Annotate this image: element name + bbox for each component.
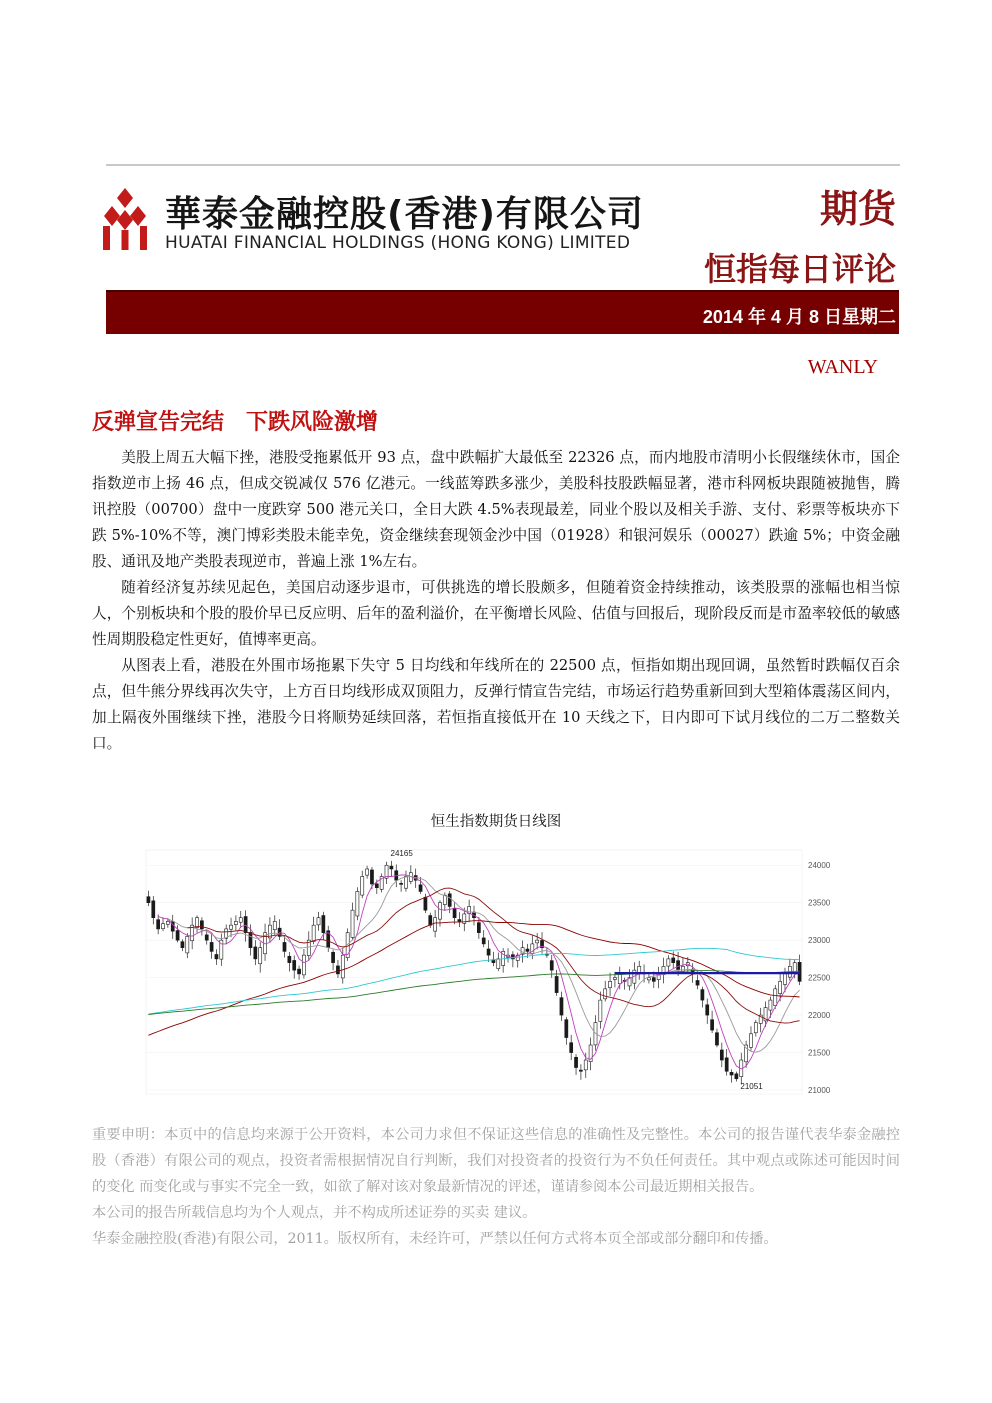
chart-candle-up [754,1023,757,1033]
chart-candle-up [186,936,189,953]
chart-candle-down [336,966,339,974]
chart-candle-down [715,1033,718,1045]
chart-candle-down [652,978,655,982]
chart-candle-down [298,969,301,974]
chart-candle-down [555,976,558,992]
hsi-daily-candlestick-chart [140,848,840,1098]
chart-annotation-label: 21051 [740,1082,763,1092]
chart-candle-down [424,897,427,910]
chart-candle-up [356,891,359,916]
chart-y-tick-label: 21000 [808,1086,831,1095]
chart-candle-up [161,924,164,929]
chart-candle-down [560,998,563,1015]
chart-candle-down [696,980,699,985]
chart-candle-up [584,1060,587,1070]
chart-candle-up [273,921,276,929]
chart-candle-down [565,1020,568,1038]
chart-candle-up [638,966,641,972]
chart-candle-down [147,897,150,903]
chart-candle-up [667,959,670,966]
chart-candle-down [672,958,675,963]
chart-candle-down [254,947,257,959]
article-paragraph: 随着经济复苏续见起色，美国启动逐步退市，可供挑选的增长股颇多，但随着资金持续推动，该类股票的涨幅也相当惊人，个别板块和个股的股价早已反应明、后年的盈利溢价，在平衡增长风险、估值与回报后，现阶段反而是市盈率较低的敏感性周期股稳定性更好，值博率更高。 [92,579,900,648]
chart-candle-up [312,925,315,941]
chart-candle-down [482,938,485,944]
chart-candle-down [720,1050,723,1060]
chart-candle-up [317,918,320,925]
chart-candle-down [453,909,456,918]
disclaimer-paragraph: 本公司的报告所载信息均为个人观点，并不构成所述证券的买卖 建议。 [92,1205,537,1221]
chart-candle-down [579,1070,582,1071]
chart-annotation-label: 24165 [390,848,413,858]
article-paragraph: 从图表上看，港股在外围市场拖累下失守 5 日均线和年线所在的 22500 点，恒指如期出现回调，虽然暂时跌幅仅百余点，但牛熊分界线再次失守，上方百日均线形成双顶阻力，反弹行情宣告完结，市场运行趋势重新回到大型箱体震荡区间内，加上隔夜外围继续下挫，港股今日将顺势延续回落，若恒指直接低开在 10 天线之下，日内即可下试月线位的二万二整数关口。 [92,657,900,752]
chart-candle-up [613,978,616,980]
chart-y-tick-label: 21500 [808,1048,831,1058]
chart-candle-up [195,918,198,928]
chart-candle-up [166,921,169,924]
chart-candle-down [176,931,179,941]
company-name-cn: 華泰金融控股(香港)有限公司 [165,194,644,235]
chart-candle-down [701,990,704,1000]
chart-candle-down [458,920,461,922]
chart-candle-down [390,866,393,869]
disclaimer-paragraph: 重要申明：本页中的信息均来源于公开资料，本公司力求但不保证这些信息的准确性及完整性。本公司的报告谨代表华泰金融控股（香港）有限公司的观点，投资者需根据情况自行判断，我们对投资者的投资行为不负任何责任。其中观点或陈述可能因时间的变化 而变化或与事实不完全一致，如欲了解对该对象最新情况的评述，谨请参阅本公司最近期相关报告。 [92,1127,900,1195]
chart-candle-down [293,960,296,970]
chart-candle-down [730,1072,733,1075]
report-kind: 期货 [819,187,896,231]
chart-candle-down [332,952,335,962]
chart-candle-down [210,942,213,951]
chart-candle-down [711,1020,714,1030]
chart-y-tick-label: 24000 [808,861,831,871]
chart-candle-down [419,885,422,892]
chart-candle-down [477,923,480,933]
chart-candle-down [215,954,218,958]
chart-y-tick-label: 23000 [808,936,831,946]
chart-candle-up [599,1000,602,1021]
chart-candle-down [526,949,529,951]
chart-candle-up [229,925,232,929]
article-paragraph: 美股上周五大幅下挫，港股受拖累低开 93 点，盘中跌幅扩大最低至 22326 点，而内地股市清明小长假继续休市，国企指数逆市上扬 46 点，但成交锐减仅 576 亿港元。一线蓝筹跌多涨少，美股科技股跌幅显著，港市科网板块跟随被抛售，腾讯控股（00700）盘中一度跌穿 500 港元关口，全日大跌 4.5%表现最差，同业个股以及相关手游、支付、彩票等板块亦下跌 5%-10%不等，澳门博彩类股未能幸免，资金继续套现领金沙中国（01928）和银河娱乐（00027）跌逾 5%；中资金融股、通讯及地产类股表现逆市，普遍上涨 1%左右。 [92,449,900,570]
disclaimer-paragraph: 华泰金融控股(香港)有限公司，2011。版权所有，未经许可，严禁以任何方式将本页全部或部分翻印和传播。 [92,1231,778,1247]
chart-candle-up [234,921,237,924]
chart-candle-down [570,1043,573,1053]
chart-candle-down [249,932,252,947]
chart-candle-down [322,916,325,933]
chart-candle-up [302,955,305,975]
chart-candle-up [609,981,612,987]
disclaimer [92,1122,900,1252]
chart-candle-up [438,903,441,919]
header-top-rule [106,164,900,166]
chart-candle-down [200,921,203,929]
chart-candle-up [647,978,650,980]
chart-candle-up [681,966,684,971]
chart-candle-down [735,1074,738,1079]
chart-candle-up [361,876,364,895]
chart-candle-down [244,917,247,933]
chart-candle-up [779,981,782,993]
chart-candle-down [798,962,801,981]
chart-candle-up [341,955,344,978]
chart-candle-up [404,876,407,888]
chart-title: 恒生指数期货日线图 [430,814,562,830]
chart-candle-down [370,870,373,884]
chart-candle-down [157,920,160,929]
chart-candle-down [400,883,403,884]
report-date: 2014 年 4 月 8 日星期二 [702,307,896,327]
chart-candle-down [181,942,184,948]
chart-candle-up [351,910,354,937]
chart-candle-down [550,961,553,970]
chart-candle-up [783,974,786,985]
chart-candle-down [288,956,291,962]
chart-candle-up [618,974,621,984]
chart-candle-up [769,1000,772,1010]
article-body [92,445,900,757]
chart-candle-up [443,895,446,904]
chart-candle-down [574,1057,577,1067]
chart-candle-up [604,989,607,999]
chart-candle-down [375,884,378,888]
chart-candle-up [239,918,242,923]
chart-candle-up [434,918,437,931]
chart-candle-up [497,959,500,969]
huatai-logo-icon [100,186,150,252]
chart-candle-down [677,961,680,970]
chart-candle-down [448,894,451,907]
chart-y-tick-label: 22500 [808,973,831,983]
author: WANLY [807,356,878,378]
company-name-en: HUATAI FINANCIAL HOLDINGS (HONG KONG) LIMITED [165,233,631,253]
chart-candle-up [259,948,262,964]
chart-candle-down [205,935,208,940]
chart-plot-area [146,850,802,1094]
chart-candle-down [487,949,490,955]
chart-candle-up [366,869,369,875]
chart-candle-down [283,942,286,951]
chart-candle-down [706,1005,709,1015]
chart-candle-up [536,940,539,943]
chart-y-tick-label: 22000 [808,1011,831,1021]
headline: 反弹宣告完结 下跌风险激增 [92,410,379,435]
chart-y-tick-label: 23500 [808,898,831,908]
chart-candle-up [774,989,777,1006]
report-series: 恒指每日评论 [703,250,896,288]
chart-candle-up [749,1034,752,1047]
chart-candle-down [725,1058,728,1071]
chart-candle-down [429,916,432,926]
chart-candle-down [152,901,155,918]
